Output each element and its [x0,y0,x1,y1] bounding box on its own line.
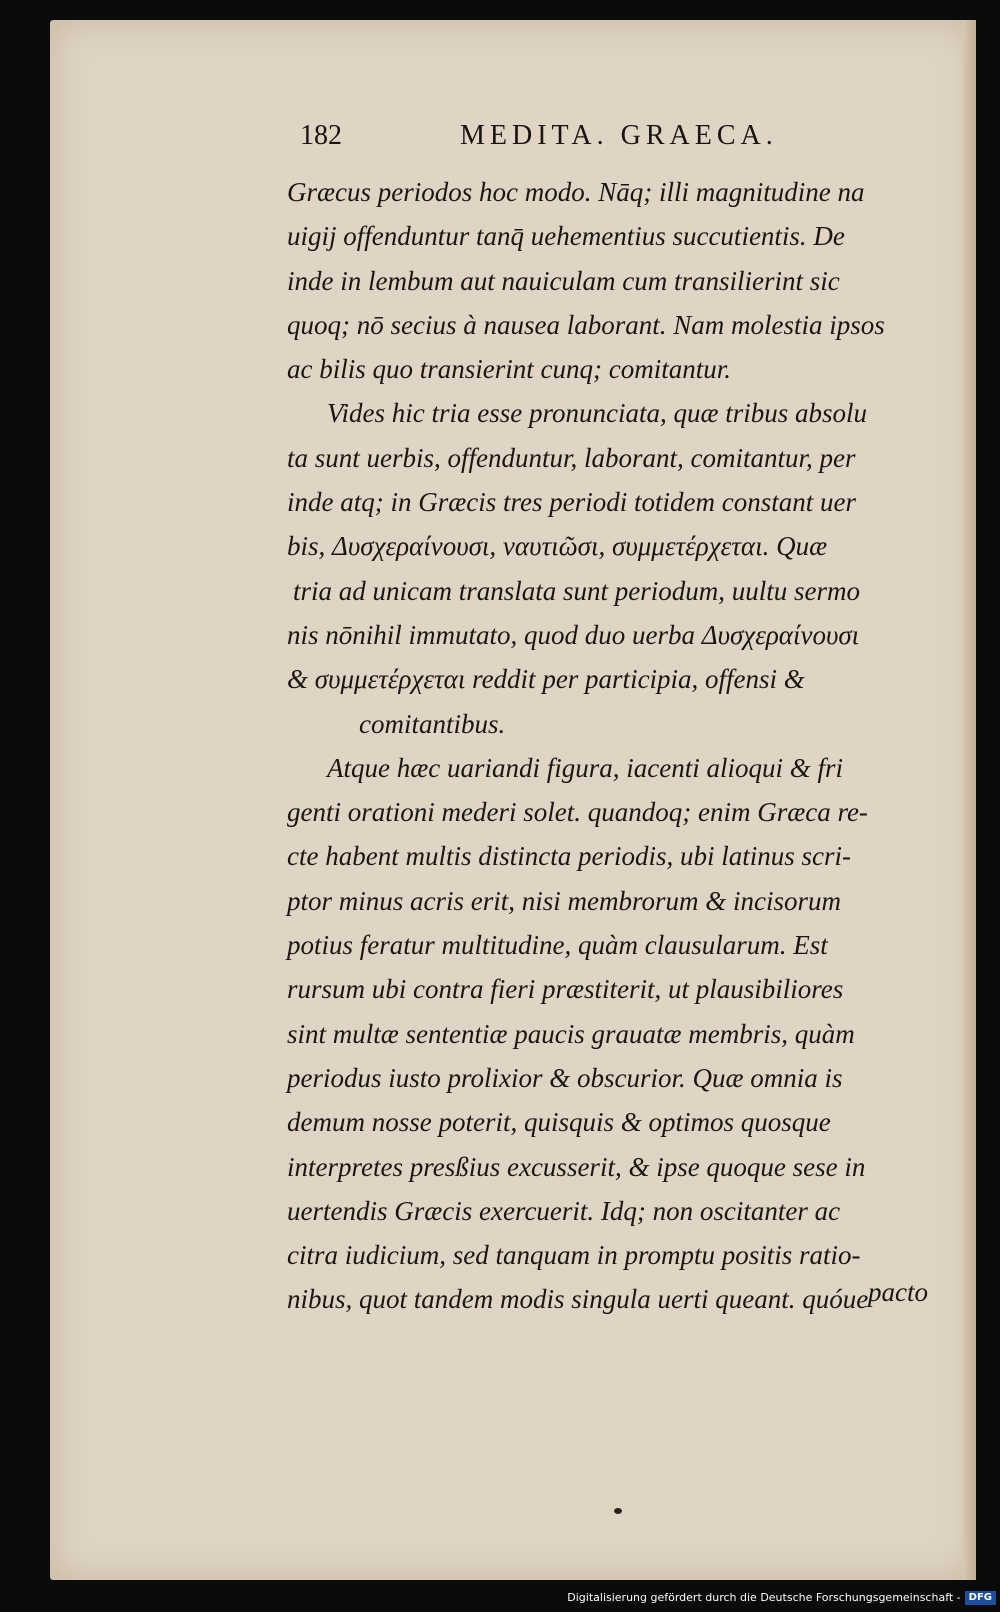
text-line: quoq; nō secius à nausea laborant. Nam molestia ipsos [287,309,885,340]
text-line: comitantibus. [359,708,506,739]
text-line: Græcus periodos hoc modo. Nāq; illi magnitudine na [287,177,865,207]
ink-mark [614,1508,622,1514]
text-line: Atque hæc uariandi figura, iacenti alioqui & fri [327,752,843,783]
text-line: ptor minus acris erit, nisi membrorum & incisorum [287,885,842,916]
text-line: & συμμετέρχεται reddit per participia, offensi & [287,664,805,695]
text-line: nibus, quot tandem modis singula uerti queant. quóue [287,1284,869,1315]
text-line: periodus iusto prolixior & obscurior. Quæ omnia is [287,1062,843,1093]
footer-text: Digitalisierung gefördert durch die Deutsche Forschungsgemeinschaft - [567,1591,961,1604]
text-line: Vides hic tria esse pronunciata, quæ tribus absolu [327,398,867,429]
text-line: ta sunt uerbis, offenduntur, laborant, comitantur, per [287,442,856,473]
page-edge [962,20,976,1580]
page-number: 182 [300,120,342,151]
text-line: bis, Δυσχεραίνουσι, ναυτιῶσι, συμμετέρχεται. Quæ [287,531,828,562]
text-line: genti orationi mederi solet. quandoq; enim Græca re- [287,797,868,828]
text-line: inde in lembum aut nauiculam cum transilierint sic [287,265,840,296]
text-line: interpretes presßius excusserit, & ipse quoque sese in [287,1151,866,1182]
text-line: tria ad unicam translata sunt periodum, uultu sermo [293,575,861,606]
text-line: citra iudicium, sed tanquam in promptu positis ratio- [287,1240,861,1271]
text-line: nis nōnihil immutato, quod duo uerba Δυσχεραίνουσι [287,619,860,650]
text-line: sint multæ sententiæ paucis grauatæ membris, quàm [287,1018,855,1049]
text-line: demum nosse poterit, quisquis & optimos quosque [287,1107,831,1138]
text-line: uigij offenduntur tanq̄ uehementius succutientis. De [287,221,845,252]
text-line: cte habent multis distincta periodis, ubi latinus scri- [287,841,851,872]
text-line: ac bilis quo transierint cunq; comitantur. [287,354,731,385]
running-head: MEDITA. GRAECA. [460,120,778,151]
text-line: uertendis Græcis exercuerit. Idq; non oscitanter ac [287,1195,841,1226]
text-line: inde atq; in Græcis tres periodi totidem constant uer [287,487,856,518]
page-header [300,120,840,160]
catchword: pacto [868,1277,928,1307]
dfg-logo-icon: DFG [965,1591,996,1605]
body-text [287,170,927,1322]
text-line: rursum ubi contra fieri præstiterit, ut plausibiliores [287,974,844,1005]
text-line: potius feratur multitudine, quàm clausularum. Est [287,930,828,961]
digitization-footer [567,1588,996,1608]
